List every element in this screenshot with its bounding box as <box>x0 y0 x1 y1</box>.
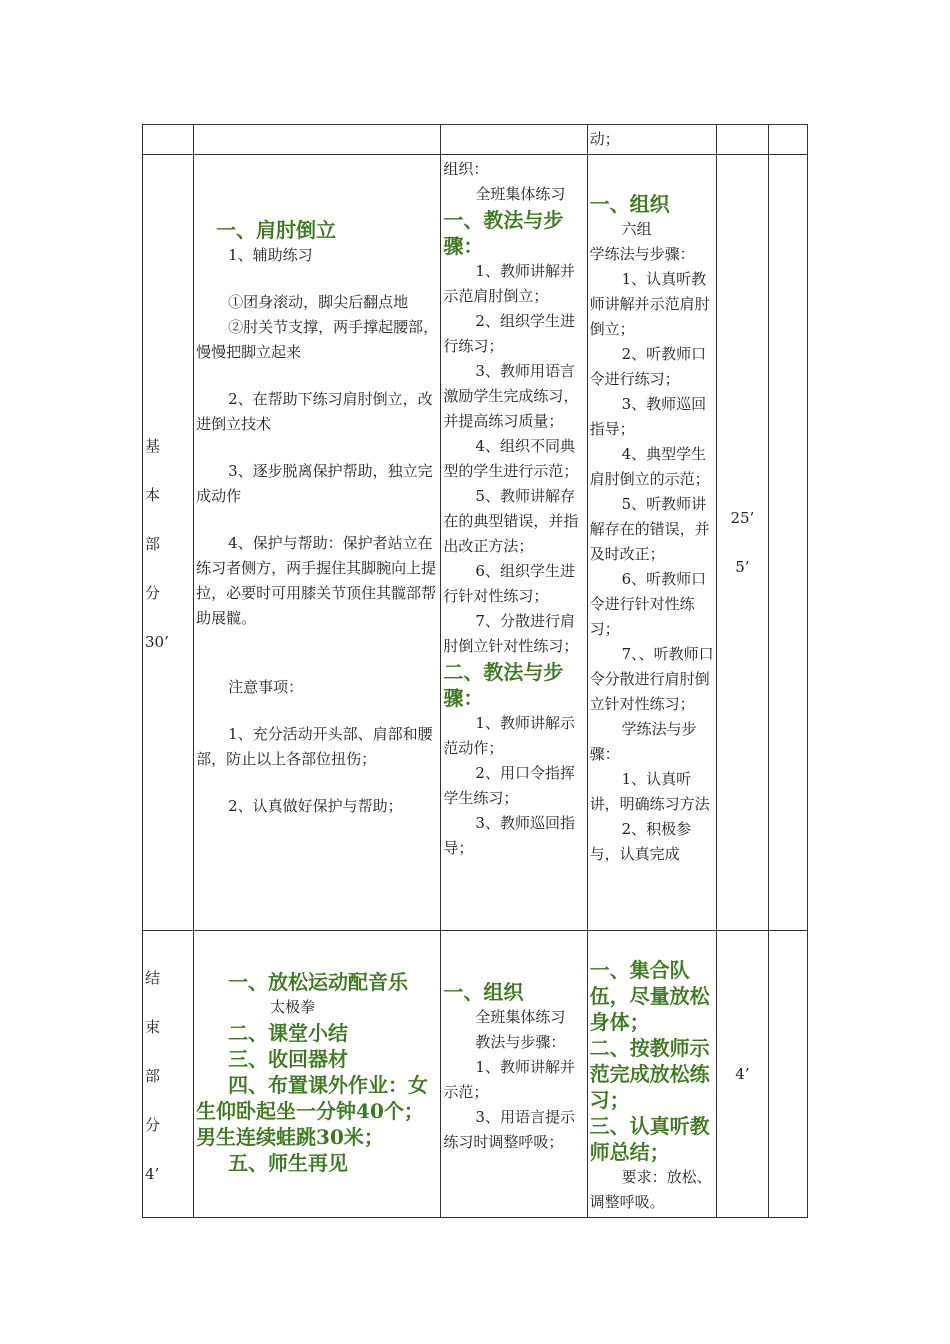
text-line: 3、用语言提示练习时调整呼吸； <box>443 1108 575 1151</box>
text-line: 6、听教师口令进行针对性练习； <box>589 570 707 638</box>
text-line: 2、在帮助下练习肩肘倒立，改进倒立技术 <box>196 390 433 433</box>
cell-empty <box>716 125 768 155</box>
section-char: 分 <box>145 584 161 602</box>
text-line: 要求：放松、调整呼吸。 <box>589 1168 712 1211</box>
heading: 一、肩肘倒立 <box>216 218 337 242</box>
section-label-basic <box>143 155 194 931</box>
text-line: 1、教师讲解示范动作； <box>443 714 575 757</box>
text-line: 7、分散进行肩肘倒立针对性练习； <box>443 612 579 655</box>
cell-empty <box>441 125 587 155</box>
heading: 四、布置课外作业：女生仰卧起坐一分钟40个；男生连续蛙跳30米； <box>196 1073 429 1149</box>
heading: 二、按教师示范完成放松练习； <box>589 1036 710 1112</box>
text-line: 六组 <box>621 220 652 238</box>
continuation-row <box>143 125 808 155</box>
section-char: 部 <box>145 535 161 553</box>
student-cell-ending <box>587 931 716 1218</box>
section-char: 4’ <box>145 1164 160 1183</box>
section-char: 30’ <box>145 633 169 651</box>
heading: 五、师生再见 <box>228 1151 349 1175</box>
heading: 二、教法与步骤： <box>443 660 564 710</box>
text-line: 1、充分活动开头部、肩部和腰部，防止以上各部位扭伤； <box>196 725 433 768</box>
text-line: 1、教师讲解并示范肩肘倒立； <box>443 262 575 305</box>
section-char: 分 <box>145 1115 161 1134</box>
cell-empty <box>768 125 807 155</box>
section-label-ending <box>143 931 194 1218</box>
heading: 一、组织 <box>443 980 524 1004</box>
text-line: 教法与步骤： <box>475 1033 566 1051</box>
text-line: 2、组织学生进行练习； <box>443 312 575 355</box>
cell-continued-text: 动； <box>587 125 716 155</box>
content-cell-ending <box>194 931 441 1218</box>
heading: 三、认真听教师总结； <box>589 1114 710 1164</box>
text-line: 1、认真听讲，明确练习方法 <box>589 770 710 813</box>
text-line: 1、认真听教师讲解并示范肩肘倒立； <box>589 270 710 338</box>
ending-section-row <box>143 931 808 1218</box>
teacher-cell-basic <box>441 155 587 931</box>
cell-empty <box>143 125 194 155</box>
text-line: 3、教师巡回指导； <box>443 814 575 857</box>
text-line: ①团身滚动，脚尖后翻点地 <box>228 293 409 311</box>
heading: 二、课堂小结 <box>228 1021 349 1045</box>
text-line: 学练法与步骤： <box>589 245 695 263</box>
cell-empty <box>768 155 807 931</box>
text-line: 组织： <box>443 160 489 178</box>
student-cell-basic <box>587 155 716 931</box>
basic-section-row <box>143 155 808 931</box>
cell-empty <box>194 125 441 155</box>
text-line: 5、教师讲解存在的典型错误，并指出改正方法； <box>443 487 579 555</box>
heading: 一、组织 <box>589 192 670 216</box>
duration-text: 4’ <box>735 1064 750 1083</box>
cell-empty <box>768 931 807 1218</box>
text-line: 2、用口令指挥学生练习； <box>443 764 575 807</box>
content-cell-basic <box>194 155 441 931</box>
text-line: 4、保护与帮助：保护者站立在练习者侧方，两手握住其脚腕向上提拉，必要时可用膝关节顶住其髋部帮助展髋。 <box>196 534 437 627</box>
section-char: 束 <box>145 1017 161 1036</box>
text-line: 全班集体练习 <box>475 1008 566 1026</box>
text-line: 4、典型学生肩肘倒立的示范； <box>589 445 710 488</box>
text-line: 3、教师用语言激励学生完成练习，并提高练习质量； <box>443 362 579 430</box>
text-line: 全班集体练习 <box>475 185 566 203</box>
section-char: 结 <box>145 968 161 987</box>
text-line: 2、认真做好保护与帮助； <box>228 797 403 815</box>
teacher-cell-ending <box>441 931 587 1218</box>
heading: 三、收回器材 <box>228 1047 349 1071</box>
text-line: 2、积极参与，认真完成 <box>589 820 692 863</box>
text-line: ②肘关节支撑，两手撑起腰部，慢慢把脚立起来 <box>196 318 439 361</box>
heading: 一、集合队伍，尽量放松身体； <box>589 958 710 1034</box>
section-char: 本 <box>145 486 161 504</box>
lesson-plan-table <box>142 124 808 1218</box>
duration-text: 25’ <box>730 508 755 527</box>
text-line: 1、教师讲解并示范； <box>443 1058 575 1101</box>
text-line: 学练法与步骤： <box>589 720 697 763</box>
text-line: 1、辅助练习 <box>228 246 313 264</box>
text-line: 太极拳 <box>270 998 316 1016</box>
text-line: 3、教师巡回指导； <box>589 395 707 438</box>
heading: 一、放松运动配音乐 <box>228 970 409 994</box>
text-line: 4、组织不同典型的学生进行示范； <box>443 437 579 480</box>
time-cell-ending <box>716 931 768 1218</box>
text-line: 7、、听教师口令分散进行肩肘倒立针对性练习； <box>589 645 714 713</box>
time-cell-basic <box>716 155 768 931</box>
text-line: 2、听教师口令进行练习； <box>589 345 707 388</box>
text-line: 注意事项： <box>228 678 304 696</box>
text-line: 6、组织学生进行针对性练习； <box>443 562 575 605</box>
text-line: 5、听教师讲解存在的错误，并及时改正； <box>589 495 710 563</box>
text-line: 3、逐步脱离保护帮助，独立完成动作 <box>196 462 433 505</box>
duration-text: 5’ <box>735 557 750 576</box>
section-char: 部 <box>145 1066 161 1085</box>
heading: 一、教法与步骤： <box>443 208 564 258</box>
section-char: 基 <box>145 437 161 455</box>
